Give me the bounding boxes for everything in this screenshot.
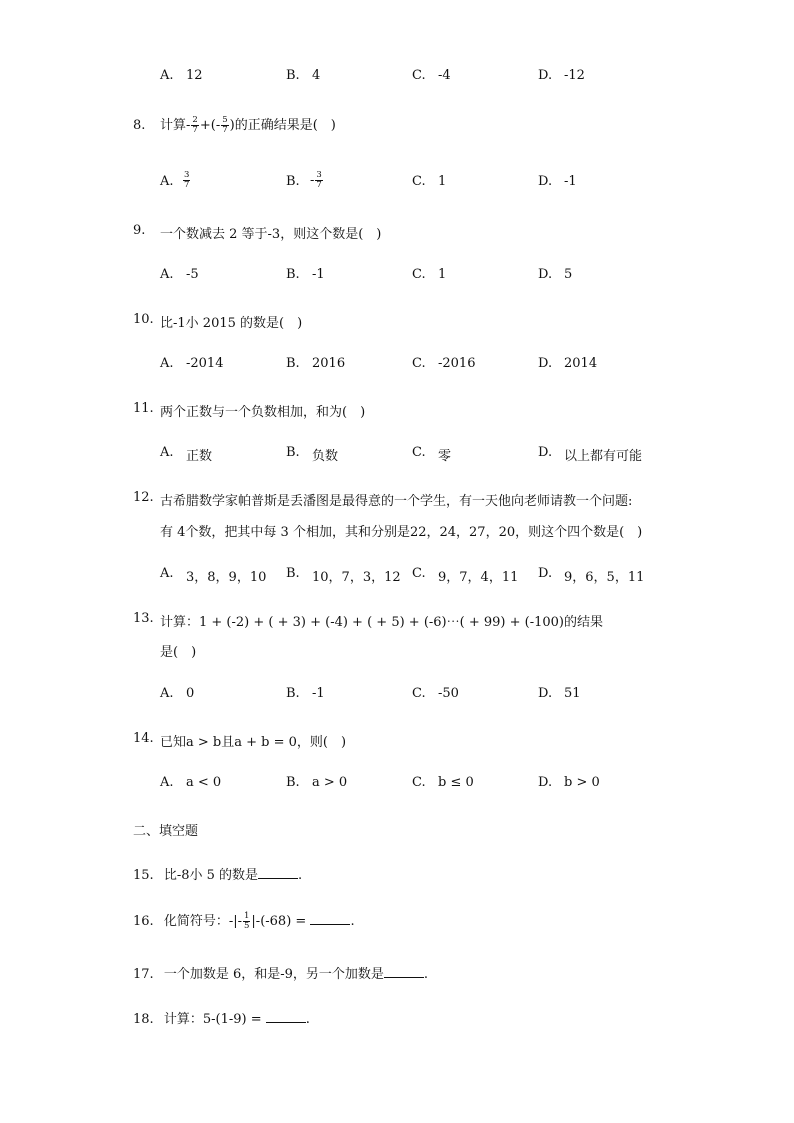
stem-end: .	[423, 967, 429, 982]
question-number: 18.	[133, 1012, 154, 1027]
answer-blank[interactable]	[310, 913, 350, 925]
option-value: 3，8，9，10	[186, 570, 267, 585]
fraction	[315, 171, 322, 190]
fraction-numerator: 3	[184, 170, 190, 180]
option-value: 0	[186, 686, 195, 701]
option-value: 负数	[312, 449, 339, 464]
option-letter: C.	[412, 356, 426, 371]
option-value: a > 0	[312, 775, 348, 790]
question-number: 9.	[133, 223, 146, 238]
option-value: 以上都有可能	[564, 449, 643, 464]
option-value: 1	[438, 267, 447, 282]
question-stem: 比-8小 5 的数是	[163, 868, 259, 883]
option-letter: B.	[286, 445, 300, 460]
option-letter: D.	[538, 174, 553, 189]
option-value: 12	[186, 68, 203, 83]
fraction	[183, 171, 190, 190]
fraction-numerator: 5	[222, 115, 228, 125]
section-heading: 二、填空题	[133, 824, 199, 839]
stem-mid: +(	[199, 118, 216, 133]
question-stem: 比-1小 2015 的数是( )	[160, 316, 303, 331]
option-letter: D.	[538, 356, 553, 371]
option-letter: B.	[286, 68, 300, 83]
answer-blank[interactable]	[266, 1011, 306, 1023]
fraction-numerator: 1	[244, 911, 250, 921]
question-number: 14.	[133, 731, 154, 746]
option-value: 4	[312, 68, 321, 83]
question-stem-line: 有 4个数，把其中每 3 个相加，其和分别是22，24，27，20，则这个四个数是( )	[160, 525, 643, 540]
option-letter: B.	[286, 775, 300, 790]
stem-prefix: 化简符号：-|-	[163, 914, 242, 929]
option-value: -4	[438, 68, 451, 83]
option-value	[310, 167, 324, 195]
option-value: 2016	[312, 356, 346, 371]
option-letter: A.	[160, 174, 174, 189]
option-value: -1	[312, 267, 325, 282]
fraction-denominator: 7	[222, 125, 228, 135]
option-letter: C.	[412, 445, 426, 460]
option-letter: A.	[160, 267, 174, 282]
option-letter: C.	[412, 775, 426, 790]
answer-blank[interactable]	[384, 966, 424, 978]
question-stem: 计算：5-(1-9) =	[163, 1012, 266, 1027]
stem-suffix: |-(-68) =	[251, 914, 311, 929]
option-letter: C.	[412, 566, 426, 581]
question-18	[133, 1008, 310, 1027]
option-letter: B.	[286, 267, 300, 282]
stem-end: .	[298, 868, 303, 883]
question-stem	[160, 112, 336, 140]
option-value: 10，7，3，12	[312, 570, 401, 585]
question-number: 15.	[133, 868, 154, 883]
fraction-numerator: 2	[192, 115, 198, 125]
option-value: -2016	[438, 356, 476, 371]
option-value: b ≤ 0	[438, 775, 474, 790]
option-letter: B.	[286, 356, 300, 371]
question-number: 12.	[133, 490, 154, 505]
question-stem: 两个正数与一个负数相加，和为( )	[160, 405, 366, 420]
question-number: 11.	[133, 401, 154, 416]
option-value: 9，7，4，11	[438, 570, 519, 585]
option-value: -1	[312, 686, 325, 701]
stem-prefix: 计算	[160, 118, 187, 133]
option-value: 51	[564, 686, 581, 701]
option-value: 2014	[564, 356, 598, 371]
question-stem: 一个数减去 2 等于-3，则这个数是( )	[160, 227, 382, 242]
option-letter: D.	[538, 68, 553, 83]
question-number: 16.	[133, 914, 154, 929]
option-letter: B.	[286, 566, 300, 581]
fraction-denominator: 5	[244, 921, 250, 931]
option-letter: D.	[538, 445, 553, 460]
option-letter: C.	[412, 686, 426, 701]
fraction-denominator: 7	[184, 180, 190, 190]
fraction-denominator: 7	[192, 125, 198, 135]
option-letter: D.	[538, 686, 553, 701]
option-value: 正数	[186, 449, 213, 464]
option-value: -5	[186, 267, 199, 282]
question-17	[133, 963, 428, 982]
option-letter: A.	[160, 775, 174, 790]
option-letter: A.	[160, 68, 174, 83]
option-value: -2014	[186, 356, 224, 371]
option-value: 1	[438, 174, 447, 189]
question-stem: 已知a > b且a + b = 0，则( )	[160, 735, 347, 750]
answer-blank[interactable]	[258, 867, 298, 879]
fraction-sign: -	[310, 173, 315, 188]
option-letter: C.	[412, 267, 426, 282]
fraction	[191, 116, 198, 135]
option-letter: A.	[160, 566, 174, 581]
option-value	[182, 167, 191, 195]
option-value: -50	[438, 686, 459, 701]
fraction-sign: -	[215, 118, 221, 133]
fraction-numerator: 3	[316, 170, 322, 180]
option-letter: A.	[160, 356, 174, 371]
question-stem-line: 是( )	[160, 645, 197, 660]
fraction-sign: -	[186, 118, 191, 133]
question-stem-line: 古希腊数学家帕普斯是丢潘图是最得意的一个学生，有一天他向老师请教一个问题:	[160, 494, 633, 509]
option-letter: D.	[538, 775, 553, 790]
stem-end: .	[305, 1012, 310, 1027]
option-letter: A.	[160, 445, 174, 460]
question-16	[133, 908, 355, 936]
option-letter: B.	[286, 686, 300, 701]
question-number: 8.	[133, 118, 146, 133]
option-letter: C.	[412, 174, 426, 189]
stem-suffix: )的正确结果是( )	[229, 118, 336, 133]
question-stem-line: 计算：1 + (-2) + ( + 3) + (-4) + ( + 5) + (-6)⋯( + 99) + (-100)的结果	[160, 615, 603, 630]
option-value: 5	[564, 267, 573, 282]
option-value: 9，6，5，11	[564, 570, 645, 585]
fraction	[221, 116, 228, 135]
option-value: -12	[564, 68, 585, 83]
option-value: -1	[564, 174, 577, 189]
option-letter: B.	[286, 174, 300, 189]
fraction-denominator: 7	[316, 180, 322, 190]
question-number: 17.	[133, 967, 154, 982]
stem-end: .	[350, 914, 355, 929]
option-value: b > 0	[564, 775, 600, 790]
option-letter: D.	[538, 267, 553, 282]
option-letter: D.	[538, 566, 553, 581]
question-stem: 一个加数是 6，和是-9，另一个加数是	[163, 967, 384, 982]
option-letter: C.	[412, 68, 426, 83]
question-number: 10.	[133, 312, 154, 327]
fraction	[243, 912, 250, 931]
question-15	[133, 864, 302, 883]
option-value: 零	[438, 449, 452, 464]
option-value: a < 0	[186, 775, 222, 790]
question-number: 13.	[133, 611, 154, 626]
option-letter: A.	[160, 686, 174, 701]
